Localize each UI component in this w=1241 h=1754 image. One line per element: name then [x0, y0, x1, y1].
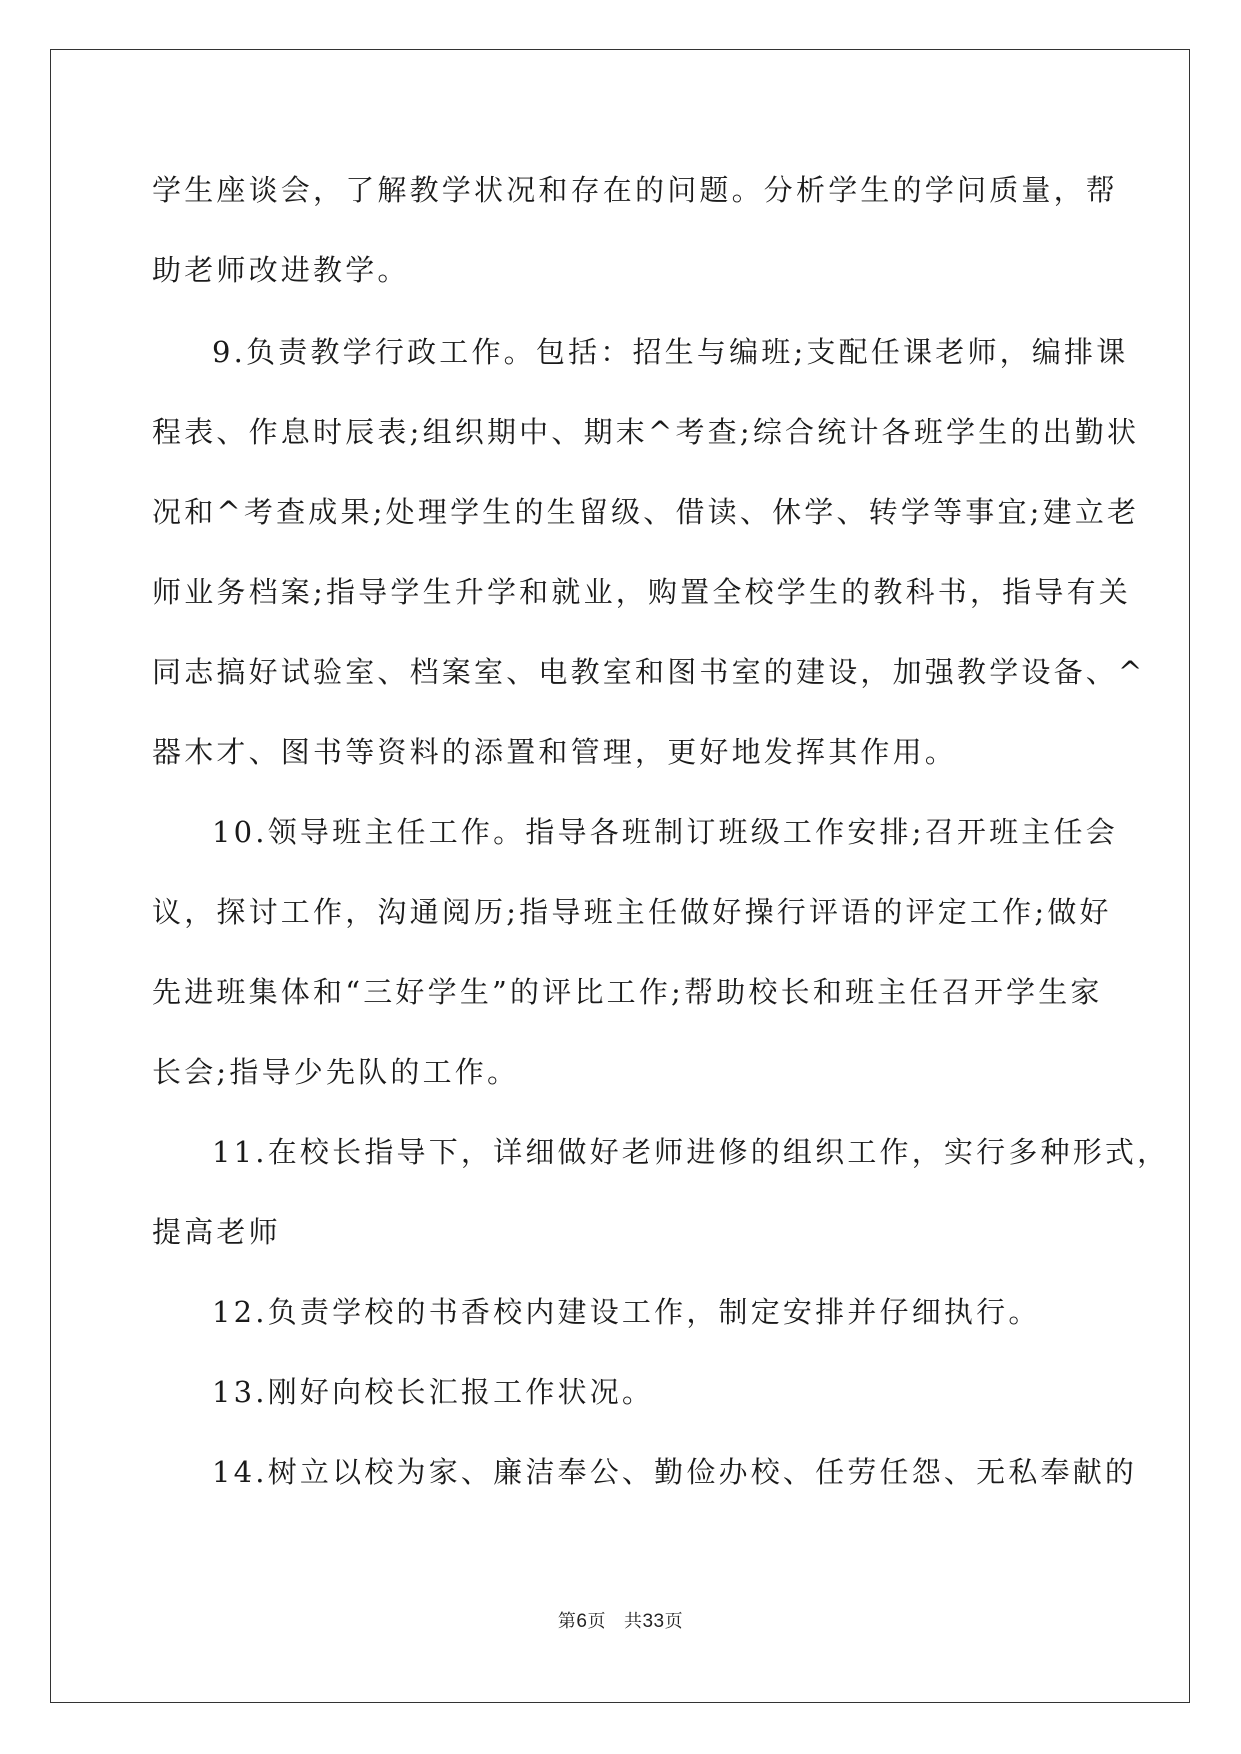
paragraph-13-line: 13.刚好向校长汇报工作状况。	[212, 1375, 655, 1409]
body-text-line: 师业务档案;指导学生升学和就业，购置全校学生的教科书，指导有关	[152, 575, 1131, 609]
body-text-line: 助老师改进教学。	[152, 253, 410, 287]
body-text-line: 程表、作息时辰表;组织期中、期末^考查;综合统计各班学生的出勤状	[152, 415, 1140, 449]
paragraph-11-line: 11.在校长指导下，详细做好老师进修的组织工作，实行多种形式，	[212, 1135, 1170, 1169]
body-text-line: 同志搞好试验室、档案室、电教室和图书室的建设，加强教学设备、^	[152, 655, 1146, 689]
footer-total-prefix: 共	[623, 1611, 643, 1632]
footer-total-suffix: 页	[664, 1611, 684, 1632]
page-footer	[0, 1610, 1241, 1634]
body-text-line: 先进班集体和“三好学生”的评比工作;帮助校长和班主任召开学生家	[152, 975, 1103, 1009]
paragraph-12-line: 12.负责学校的书香校内建设工作，制定安排并仔细执行。	[212, 1295, 1041, 1329]
body-text-line: 议，探讨工作，沟通阅历;指导班主任做好操行评语的评定工作;做好	[152, 895, 1112, 929]
body-text-line: 况和^考查成果;处理学生的生留级、借读、休学、转学等事宜;建立老	[152, 495, 1140, 529]
body-text-line: 提高老师	[152, 1215, 281, 1249]
paragraph-10-line: 10.领导班主任工作。指导各班制订班级工作安排;召开班主任会	[212, 815, 1118, 849]
paragraph-9-line: 9.负责教学行政工作。包括：招生与编班;支配任课老师，编排课	[212, 335, 1129, 369]
paragraph-14-line: 14.树立以校为家、廉洁奉公、勤俭办校、任劳任怨、无私奉献的	[212, 1455, 1138, 1489]
footer-total-pages: 33	[642, 1611, 665, 1632]
body-text-line: 器木才、图书等资料的添置和管理，更好地发挥其作用。	[152, 735, 958, 769]
footer-page-prefix: 第	[557, 1611, 577, 1632]
footer-page-number: 6	[576, 1611, 588, 1632]
body-text-line: 学生座谈会，了解教学状况和存在的问题。分析学生的学问质量，帮	[152, 173, 1119, 207]
body-text-line: 长会;指导少先队的工作。	[152, 1055, 520, 1089]
footer-page-suffix: 页	[587, 1611, 606, 1632]
